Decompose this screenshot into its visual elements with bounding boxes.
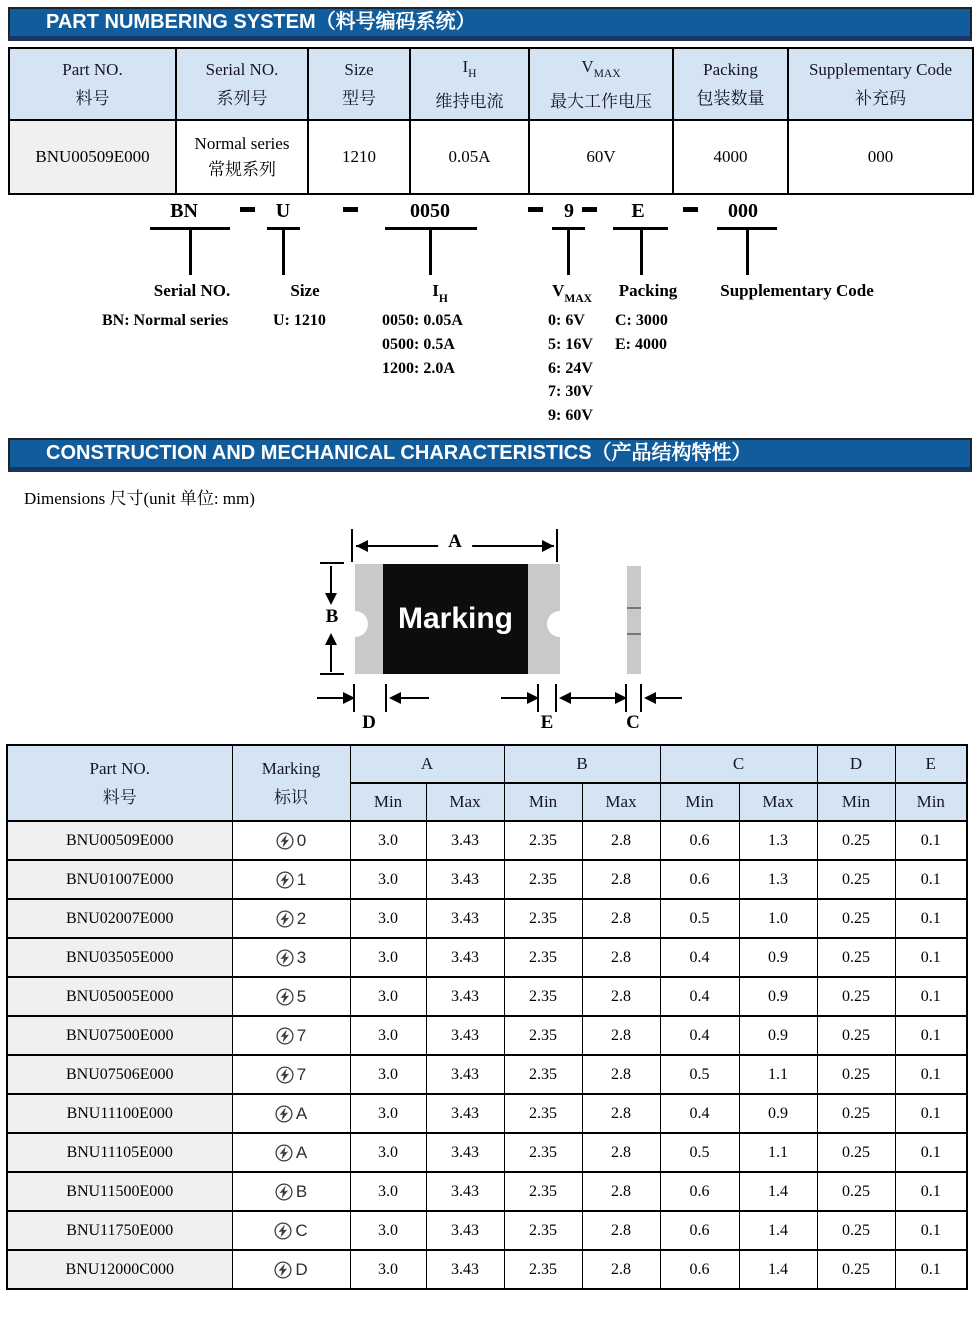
- part-table-header-row: [9, 48, 973, 120]
- dim-value-cell: 0.1: [895, 1016, 967, 1055]
- dim-value-cell: 0.1: [895, 1094, 967, 1133]
- marking-wrap: [276, 870, 306, 890]
- dim-value-cell: 0.25: [817, 1016, 895, 1055]
- part-number-cell: BNU05005E000: [7, 977, 232, 1016]
- dim-value-cell: 2.8: [582, 899, 660, 938]
- brand-logo-icon: [276, 988, 294, 1006]
- dim-value-cell: 1.1: [739, 1133, 817, 1172]
- marking-character: 0: [296, 830, 307, 850]
- dim-value-cell: 2.8: [582, 1016, 660, 1055]
- marking-character: C: [295, 1220, 308, 1240]
- part-number-cell: BNU00509E000: [9, 120, 176, 194]
- table-row: [7, 1016, 967, 1055]
- dim-c-tick-2: [640, 684, 642, 712]
- data-cell: 000: [788, 120, 973, 194]
- dim-table-body: [7, 821, 967, 1289]
- dim-value-cell: 2.8: [582, 1250, 660, 1289]
- code-field-value: E: 4000: [615, 336, 667, 354]
- min-max-header: Min: [504, 783, 582, 821]
- marking-cell: [232, 860, 350, 899]
- part-number-cell: BNU00509E000: [7, 821, 232, 860]
- dim-value-cell: 2.35: [504, 1094, 582, 1133]
- table-row: [7, 938, 967, 977]
- dim-value-cell: 3.0: [350, 1094, 426, 1133]
- dim-value-cell: 0.25: [817, 1094, 895, 1133]
- column-header-cell: Packing 包装数量: [673, 48, 788, 120]
- dim-value-cell: 3.43: [426, 1133, 504, 1172]
- dim-value-cell: 0.6: [660, 1250, 739, 1289]
- marking-wrap: [276, 1065, 306, 1085]
- dim-group-header: C: [660, 745, 817, 783]
- code-field-value: 6: 24V: [548, 359, 593, 377]
- data-cell: 0.05A: [410, 120, 529, 194]
- part-number-cell: BNU11100E000: [7, 1094, 232, 1133]
- dim-value-cell: 3.0: [350, 977, 426, 1016]
- part-code-segment: 000: [728, 200, 758, 223]
- dim-value-cell: 3.43: [426, 1211, 504, 1250]
- dim-value-cell: 0.25: [817, 1133, 895, 1172]
- brand-logo-icon: [276, 1066, 294, 1084]
- code-dash-icon: [683, 207, 698, 212]
- part-code-segment: E: [631, 200, 645, 223]
- marking-wrap: [276, 831, 306, 851]
- code-leader-line: [282, 229, 285, 275]
- dim-value-cell: 2.35: [504, 1172, 582, 1211]
- min-max-header: Min: [895, 783, 967, 821]
- dim-value-cell: 3.43: [426, 1055, 504, 1094]
- dim-value-cell: 0.25: [817, 899, 895, 938]
- dim-value-cell: 0.1: [895, 1211, 967, 1250]
- dim-c-label: C: [626, 712, 640, 734]
- dim-value-cell: 2.8: [582, 821, 660, 860]
- dim-value-cell: 2.8: [582, 1055, 660, 1094]
- marking-character: 2: [296, 908, 307, 928]
- brand-logo-icon: [276, 949, 294, 967]
- column-header-cell: $V_{MAX}$ 最大工作电压: [529, 48, 673, 120]
- marking-col-header: Marking 标识: [232, 745, 350, 821]
- data-cell: 1210: [308, 120, 410, 194]
- dim-value-cell: 0.6: [660, 860, 739, 899]
- marking-character: 7: [296, 1064, 307, 1084]
- marking-wrap: [276, 1026, 306, 1046]
- dim-group-header: E: [895, 745, 967, 783]
- dim-value-cell: 1.0: [739, 899, 817, 938]
- marking-character: 1: [296, 869, 307, 889]
- dimensions-note: Dimensions 尺寸(unit 单位: mm): [24, 489, 255, 509]
- marking-cell: [232, 1133, 350, 1172]
- dim-b-arrow-down-icon: [325, 593, 337, 605]
- marking-wrap: [275, 1182, 307, 1202]
- dim-group-header: A: [350, 745, 504, 783]
- marking-character: 5: [296, 986, 307, 1006]
- dim-value-cell: 0.25: [817, 1055, 895, 1094]
- min-max-header: Min: [350, 783, 426, 821]
- dim-value-cell: 3.43: [426, 1016, 504, 1055]
- dim-b-line-bottom: [330, 645, 332, 672]
- part-number-cell: BNU11750E000: [7, 1211, 232, 1250]
- dim-value-cell: 2.8: [582, 1211, 660, 1250]
- part-code-segment: U: [275, 200, 291, 223]
- dim-value-cell: 3.43: [426, 938, 504, 977]
- part-number-cell: BNU02007E000: [7, 899, 232, 938]
- part-table-data-row: [9, 120, 973, 194]
- dim-value-cell: 3.0: [350, 1055, 426, 1094]
- code-field-value: C: 3000: [615, 312, 668, 330]
- part-code-segment: 9: [564, 200, 574, 223]
- code-field-value: 5: 16V: [548, 336, 593, 354]
- dim-value-cell: 3.43: [426, 977, 504, 1016]
- data-cell: 4000: [673, 120, 788, 194]
- dim-value-cell: 0.9: [739, 977, 817, 1016]
- column-header-cell: Part NO. 料号: [9, 48, 176, 120]
- dim-a-arrow-left-icon: [356, 540, 368, 552]
- dim-value-cell: 0.1: [895, 938, 967, 977]
- dim-value-cell: 2.35: [504, 1250, 582, 1289]
- dim-group-header: B: [504, 745, 660, 783]
- code-leader-line: [567, 229, 570, 275]
- dim-d-line-right: [401, 697, 429, 699]
- dim-value-cell: 2.35: [504, 1211, 582, 1250]
- data-cell: Normal series 常规系列: [176, 120, 308, 194]
- dim-value-cell: 3.0: [350, 938, 426, 977]
- marking-character: 3: [296, 947, 307, 967]
- marking-cell: [232, 821, 350, 860]
- dim-value-cell: 2.35: [504, 899, 582, 938]
- column-header-cell: $I_H$ 维持电流: [410, 48, 529, 120]
- dim-e-arrow-left-icon: [559, 692, 571, 704]
- code-field-value: 1200: 2.0A: [382, 359, 455, 377]
- dim-b-tick-top: [320, 562, 344, 564]
- dim-value-cell: 1.4: [739, 1250, 817, 1289]
- code-field-value: 9: 60V: [548, 407, 593, 425]
- dim-value-cell: 2.8: [582, 1133, 660, 1172]
- brand-logo-icon: [274, 1222, 292, 1240]
- code-field-label: Size: [290, 281, 320, 301]
- brand-logo-icon: [275, 1105, 293, 1123]
- dim-value-cell: 3.0: [350, 821, 426, 860]
- marking-wrap: [276, 987, 306, 1007]
- table-row: [7, 1211, 967, 1250]
- dim-value-cell: 1.3: [739, 860, 817, 899]
- dim-value-cell: 2.35: [504, 1133, 582, 1172]
- dim-value-cell: 0.1: [895, 1055, 967, 1094]
- dim-value-cell: 0.25: [817, 938, 895, 977]
- right-notch: [547, 611, 573, 637]
- section-bar-part-numbering: [8, 7, 972, 41]
- dim-value-cell: 0.9: [739, 1016, 817, 1055]
- code-leader-line: [640, 229, 643, 275]
- dim-value-cell: 2.35: [504, 860, 582, 899]
- dim-value-cell: 0.5: [660, 899, 739, 938]
- data-cell: 60V: [529, 120, 673, 194]
- dim-value-cell: 0.25: [817, 1211, 895, 1250]
- section-bar-construction: [8, 438, 972, 472]
- dim-value-cell: 2.8: [582, 860, 660, 899]
- dim-value-cell: 0.25: [817, 977, 895, 1016]
- dim-d-arrow-left-icon: [389, 692, 401, 704]
- dim-value-cell: 2.35: [504, 1016, 582, 1055]
- section2-title: CONSTRUCTION AND MECHANICAL CHARACTERISTICS（产品结构特性）: [46, 442, 752, 465]
- dim-value-cell: 0.5: [660, 1133, 739, 1172]
- dim-value-cell: 0.1: [895, 1250, 967, 1289]
- column-header-cell: Size 型号: [308, 48, 410, 120]
- dim-value-cell: 3.43: [426, 821, 504, 860]
- brand-logo-icon: [276, 871, 294, 889]
- dim-value-cell: 0.25: [817, 1250, 895, 1289]
- marking-cell: [232, 1211, 350, 1250]
- code-dash-icon: [582, 207, 597, 212]
- part-number-cell: BNU11105E000: [7, 1133, 232, 1172]
- dim-value-cell: 0.25: [817, 1172, 895, 1211]
- dim-value-cell: 3.43: [426, 1250, 504, 1289]
- code-field-label: Packing: [618, 281, 678, 301]
- code-field-value: BN: Normal series: [102, 312, 229, 330]
- marking-wrap: [276, 948, 306, 968]
- marking-cell: [232, 977, 350, 1016]
- code-field-label: Serial NO.: [153, 281, 231, 301]
- dim-value-cell: 0.1: [895, 1172, 967, 1211]
- dim-a-tick-right: [556, 529, 558, 562]
- dim-value-cell: 1.4: [739, 1172, 817, 1211]
- dim-value-cell: 0.25: [817, 860, 895, 899]
- marking-character: A: [295, 1103, 308, 1123]
- marking-wrap: [274, 1260, 307, 1280]
- part-col-header: Part NO. 料号: [7, 745, 232, 821]
- part-number-cell: BNU01007E000: [7, 860, 232, 899]
- dim-value-cell: 3.43: [426, 860, 504, 899]
- dim-value-cell: 0.1: [895, 977, 967, 1016]
- dim-value-cell: 0.9: [739, 938, 817, 977]
- code-dash-icon: [240, 207, 255, 212]
- table-row: [7, 1172, 967, 1211]
- dim-value-cell: 3.0: [350, 899, 426, 938]
- brand-logo-icon: [274, 1261, 292, 1279]
- dim-a-arrow-right-icon: [542, 540, 554, 552]
- brand-logo-icon: [276, 832, 294, 850]
- part-numbering-table: [8, 47, 974, 195]
- dim-value-cell: 0.6: [660, 1172, 739, 1211]
- code-field-value: 0: 6V: [548, 312, 585, 330]
- dim-value-cell: 0.5: [660, 1055, 739, 1094]
- marking-cell: [232, 938, 350, 977]
- table-row: [7, 1055, 967, 1094]
- min-max-header: Min: [817, 783, 895, 821]
- dim-value-cell: 0.9: [739, 1094, 817, 1133]
- dim-value-cell: 3.43: [426, 899, 504, 938]
- dim-c-line-right: [656, 697, 682, 699]
- marking-character: B: [295, 1181, 308, 1201]
- dim-d-label: D: [362, 712, 376, 734]
- brand-logo-icon: [276, 1027, 294, 1045]
- dim-value-cell: 1.3: [739, 821, 817, 860]
- dim-value-cell: 3.0: [350, 1211, 426, 1250]
- marking-cell: [232, 1055, 350, 1094]
- marking-cell: [232, 1016, 350, 1055]
- dim-value-cell: 1.4: [739, 1211, 817, 1250]
- component-body: [355, 564, 560, 674]
- dim-value-cell: 2.35: [504, 938, 582, 977]
- dim-value-cell: 2.35: [504, 977, 582, 1016]
- table-row: [7, 1133, 967, 1172]
- code-field-label: Supplementary Code: [720, 281, 874, 301]
- dim-value-cell: 0.1: [895, 1133, 967, 1172]
- dim-value-cell: 0.4: [660, 1094, 739, 1133]
- dim-value-cell: 0.4: [660, 1016, 739, 1055]
- dim-e-tick-2: [555, 684, 557, 712]
- code-field-value: 0050: 0.05A: [382, 312, 463, 330]
- marking-cell: [232, 1094, 350, 1133]
- marking-cell: [232, 1172, 350, 1211]
- dim-value-cell: 0.6: [660, 1211, 739, 1250]
- dim-a-label: A: [438, 531, 472, 553]
- part-code-segment: BN: [170, 200, 198, 223]
- min-max-header: Min: [660, 783, 739, 821]
- part-number-cell: BNU12000C000: [7, 1250, 232, 1289]
- dim-value-cell: 2.8: [582, 938, 660, 977]
- dim-value-cell: 3.0: [350, 1133, 426, 1172]
- code-field-value: 7: 30V: [548, 383, 593, 401]
- dim-d-tick-2: [385, 684, 387, 712]
- dim-value-cell: 0.1: [895, 860, 967, 899]
- table-row: [7, 977, 967, 1016]
- code-field-label: $V_{MAX}$: [552, 281, 592, 305]
- marking-wrap: [274, 1221, 307, 1241]
- brand-logo-icon: [276, 910, 294, 928]
- part-number-cell: BNU11500E000: [7, 1172, 232, 1211]
- code-leader-line: [429, 229, 432, 275]
- dim-value-cell: 3.0: [350, 1250, 426, 1289]
- marking-wrap: [276, 909, 306, 929]
- marking-cell: [232, 899, 350, 938]
- marking-character: D: [295, 1259, 308, 1279]
- table-row: [7, 821, 967, 860]
- marking-wrap: [275, 1143, 307, 1163]
- column-header-cell: Supplementary Code 补充码: [788, 48, 973, 120]
- dim-value-cell: 2.35: [504, 821, 582, 860]
- dim-value-cell: 0.1: [895, 821, 967, 860]
- dim-value-cell: 1.1: [739, 1055, 817, 1094]
- part-code-segment: 0050: [410, 200, 450, 223]
- min-max-header: Max: [582, 783, 660, 821]
- min-max-header: Max: [739, 783, 817, 821]
- dim-value-cell: 3.43: [426, 1094, 504, 1133]
- brand-logo-icon: [275, 1144, 293, 1162]
- code-field-label: $I_H$: [432, 281, 448, 305]
- code-field-value: 0500: 0.5A: [382, 336, 455, 354]
- component-marking-area: Marking: [383, 564, 528, 674]
- marking-character: A: [295, 1142, 308, 1162]
- marking-wrap: [275, 1104, 307, 1124]
- code-leader-line: [746, 229, 749, 275]
- column-header-cell: Serial NO. 系列号: [176, 48, 308, 120]
- dim-value-cell: 2.8: [582, 977, 660, 1016]
- code-dash-icon: [528, 207, 543, 212]
- dimensions-table: [6, 744, 968, 1290]
- section1-title: PART NUMBERING SYSTEM（料号编码系统）: [46, 11, 476, 33]
- dim-group-header: D: [817, 745, 895, 783]
- dim-b-label: B: [325, 606, 339, 628]
- dim-b-tick-bottom: [320, 673, 344, 675]
- marking-cell: [232, 1250, 350, 1289]
- dim-value-cell: 0.25: [817, 821, 895, 860]
- brand-logo-icon: [275, 1183, 293, 1201]
- dim-c-tick-1: [625, 684, 627, 712]
- part-number-cell: BNU07500E000: [7, 1016, 232, 1055]
- dim-value-cell: 3.0: [350, 860, 426, 899]
- dim-value-cell: 2.8: [582, 1172, 660, 1211]
- table-row: [7, 1094, 967, 1133]
- dim-value-cell: 0.6: [660, 821, 739, 860]
- dim-value-cell: 0.4: [660, 938, 739, 977]
- dim-b-arrow-up-icon: [325, 633, 337, 645]
- dim-a-tick-left: [351, 529, 353, 562]
- dimension-diagram: [0, 506, 980, 738]
- dim-value-cell: 2.8: [582, 1094, 660, 1133]
- dim-d-tick-1: [353, 684, 355, 712]
- part-number-cell: BNU03505E000: [7, 938, 232, 977]
- dim-value-cell: 2.35: [504, 1055, 582, 1094]
- table-row: [7, 899, 967, 938]
- dim-table-header-row-1: [7, 745, 967, 783]
- dim-c-arrow-left-icon: [644, 692, 656, 704]
- side-view-layer-line-2: [627, 633, 641, 635]
- part-number-breakdown-diagram: [0, 195, 980, 433]
- table-row: [7, 860, 967, 899]
- code-leader-line: [189, 229, 192, 275]
- dim-value-cell: 0.4: [660, 977, 739, 1016]
- dim-e-label: E: [540, 712, 554, 734]
- dim-b-line-top: [330, 566, 332, 593]
- dim-e-tick-1: [537, 684, 539, 712]
- code-dash-icon: [343, 207, 358, 212]
- code-field-value: U: 1210: [273, 312, 326, 330]
- dim-value-cell: 3.0: [350, 1172, 426, 1211]
- component-side-view: [627, 566, 641, 674]
- dim-value-cell: 0.1: [895, 899, 967, 938]
- dim-value-cell: 3.0: [350, 1016, 426, 1055]
- dim-value-cell: 3.43: [426, 1172, 504, 1211]
- side-view-layer-line-1: [627, 607, 641, 609]
- marking-character: 7: [296, 1025, 307, 1045]
- part-number-cell: BNU07506E000: [7, 1055, 232, 1094]
- table-row: [7, 1250, 967, 1289]
- min-max-header: Max: [426, 783, 504, 821]
